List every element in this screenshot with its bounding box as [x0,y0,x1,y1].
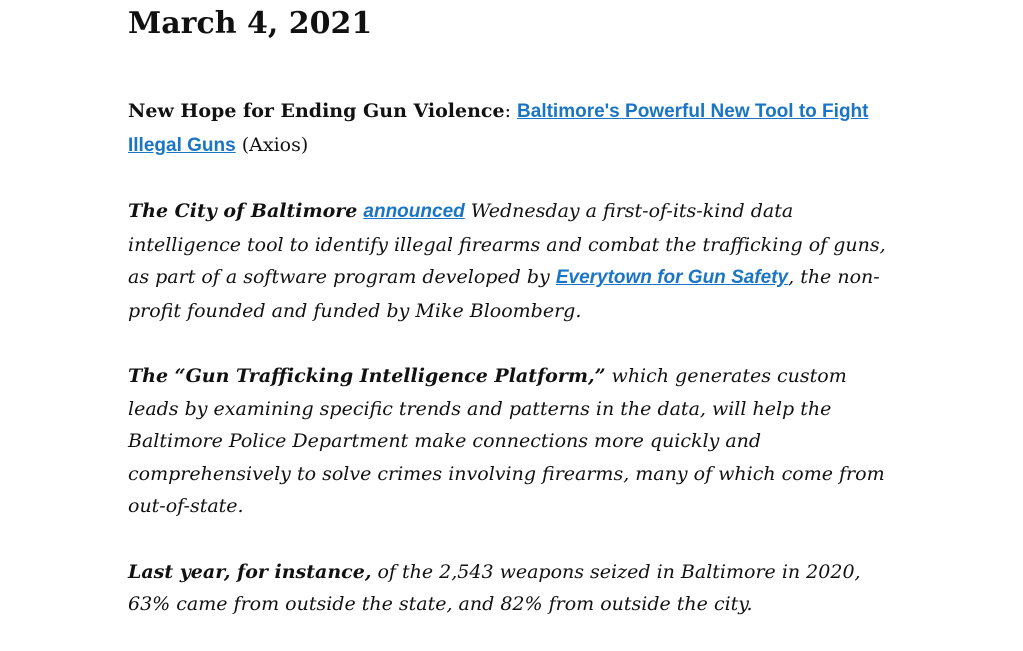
para1-text1: Wednesday a first-of-its-kind data intelligence tool to identify illegal firearms and combat the trafficking of guns, as part of a software program developed by [128,200,886,288]
para1-text2: , the non-profit founded and funded by Mike Bloomberg. [128,266,880,322]
everytown-link[interactable]: Everytown for Gun Safety [555,267,789,288]
axios-article-link[interactable]: Baltimore's Powerful New Tool to Fight Illegal Guns [128,101,869,156]
paragraph-baltimore-announcement [128,195,888,327]
para3-lead: Last year, for instance, [128,560,372,583]
paragraph-platform-description [128,360,888,523]
announced-link[interactable]: announced [363,201,465,222]
headline-paragraph [128,95,888,162]
headline-colon: : [504,100,518,122]
para1-lead: The City of Baltimore [128,200,358,222]
para2-text: which generates custom leads by examining specific trends and patterns in the data, will help the Baltimore Police Department make connections more quickly and comprehensively to solve crimes involving firearms, many of which come from out-of-state. [128,365,885,517]
para2-lead: The “Gun Trafficking Intelligence Platform,” [128,365,606,387]
headline-source: (Axios) [235,133,309,156]
newsletter-date: March 4, 2021 [128,6,373,41]
headline-lead: New Hope for Ending Gun Violence [128,100,505,122]
newsletter-content [128,0,888,621]
paragraph-weapons-statistics [128,556,888,621]
para3-text: of the 2,543 weapons seized in Baltimore in 2020, 63% came from outside the state, and 82% from outside the city. [128,560,861,615]
